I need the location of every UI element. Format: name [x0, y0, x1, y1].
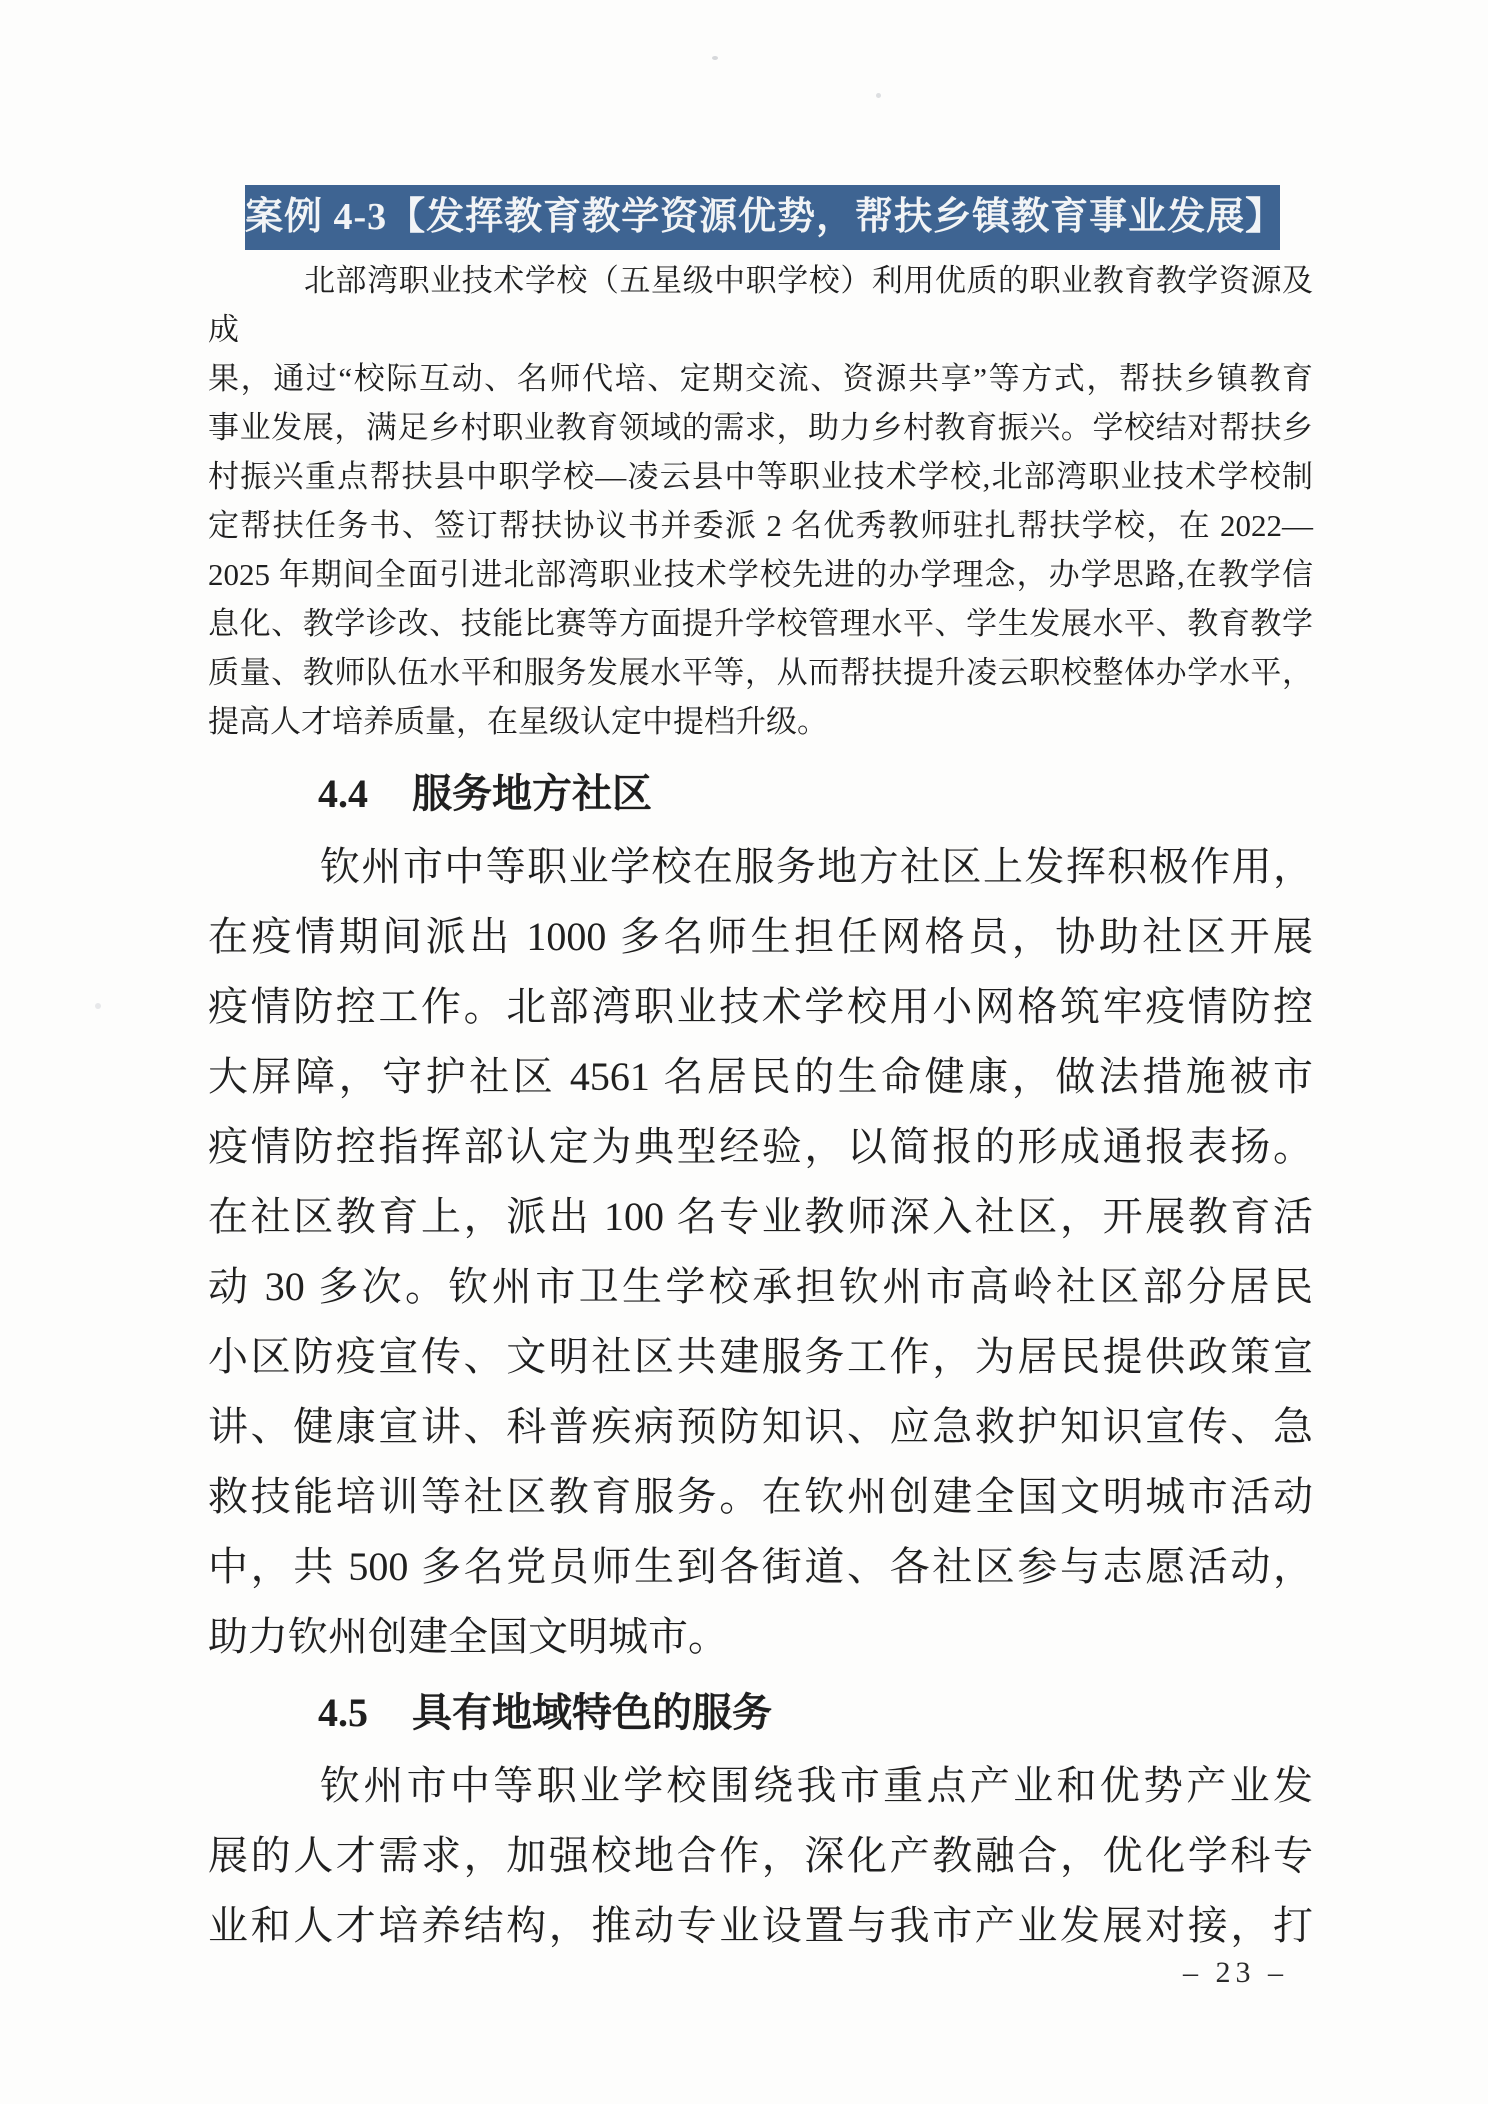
text-line: 疫情防控工作。北部湾职业技术学校用小网格筑牢疫情防控 — [208, 984, 1313, 1029]
text-line: 救技能培训等社区教育服务。在钦州创建全国文明城市活动 — [208, 1474, 1313, 1519]
text-line: 息化、教学诊改、技能比赛等方面提升学校管理水平、学生发展水平、教育教学 — [208, 606, 1313, 641]
scan-speck — [876, 93, 881, 98]
section-4-5-paragraph — [208, 1751, 1313, 1961]
text-line: 事业发展，满足乡村职业教育领域的需求，助力乡村教育振兴。学校结对帮扶乡 — [208, 410, 1313, 445]
spacer — [208, 1672, 1313, 1680]
text-line: 大屏障，守护社区 4561 名居民的生命健康，做法措施被市 — [208, 1054, 1313, 1099]
text-line: 定帮扶任务书、签订帮扶协议书并委派 2 名优秀教师驻扎帮扶学校，在 2022— — [208, 508, 1313, 543]
section-heading-4-4 — [208, 769, 1313, 819]
scan-speck — [95, 1003, 101, 1009]
text-line: 钦州市中等职业学校在服务地方社区上发挥积极作用， — [320, 844, 1313, 889]
text-line: 村振兴重点帮扶县中职学校—凌云县中等职业技术学校,北部湾职业技术学校制 — [208, 459, 1313, 494]
text-line: 2025 年期间全面引进北部湾职业技术学校先进的办学理念，办学思路,在教学信 — [208, 557, 1313, 592]
text-line: 展的人才需求，加强校地合作，深化产教融合，优化学科专 — [208, 1833, 1313, 1878]
text-line: 质量、教师队伍水平和服务发展水平等，从而帮扶提升凌云职校整体办学水平， — [208, 655, 1313, 690]
text-line: 讲、健康宣讲、科普疾病预防知识、应急救护知识宣传、急 — [208, 1404, 1313, 1449]
section-heading-4-5 — [208, 1688, 1313, 1738]
text-line: 动 30 多次。钦州市卫生学校承担钦州市高岭社区部分居民 — [208, 1264, 1313, 1309]
text-line: 提高人才培养质量，在星级认定中提档升级。 — [208, 704, 828, 739]
text-line: 钦州市中等职业学校围绕我市重点产业和优势产业发 — [320, 1763, 1313, 1808]
section-title: 具有地域特色的服务 — [412, 1690, 772, 1735]
section-title: 服务地方社区 — [412, 771, 652, 816]
case-study-banner — [245, 185, 1285, 250]
text-line: 中，共 500 多名党员师生到各街道、各社区参与志愿活动， — [208, 1544, 1313, 1589]
section-number: 4.5 — [318, 1690, 368, 1735]
text-line: 在疫情期间派出 1000 多名师生担任网格员，协助社区开展 — [208, 914, 1313, 959]
text-line: 疫情防控指挥部认定为典型经验，以简报的形成通报表扬。 — [208, 1124, 1313, 1169]
page-number: – 23 – — [1183, 1956, 1288, 1989]
section-4-4-paragraph — [208, 832, 1313, 1672]
text-line: 助力钦州创建全国文明城市。 — [208, 1614, 728, 1659]
text-line: 果，通过“校际互动、名师代培、定期交流、资源共享”等方式，帮扶乡镇教育 — [208, 361, 1313, 396]
text-line: 小区防疫宣传、文明社区共建服务工作，为居民提供政策宣 — [208, 1334, 1313, 1379]
case-study-paragraph — [208, 256, 1313, 746]
text-line: 业和人才培养结构，推动专业设置与我市产业发展对接，打 — [208, 1903, 1313, 1948]
case-study-banner-title: 案例 4-3【发挥教育教学资源优势，帮扶乡镇教育事业发展】 — [245, 196, 1285, 238]
section-number: 4.4 — [318, 771, 368, 816]
text-line: 在社区教育上，派出 100 名专业教师深入社区，开展教育活 — [208, 1194, 1313, 1239]
text-line: 北部湾职业技术学校（五星级中职学校）利用优质的职业教育教学资源及成 — [208, 263, 1313, 347]
scan-speck — [712, 56, 718, 60]
